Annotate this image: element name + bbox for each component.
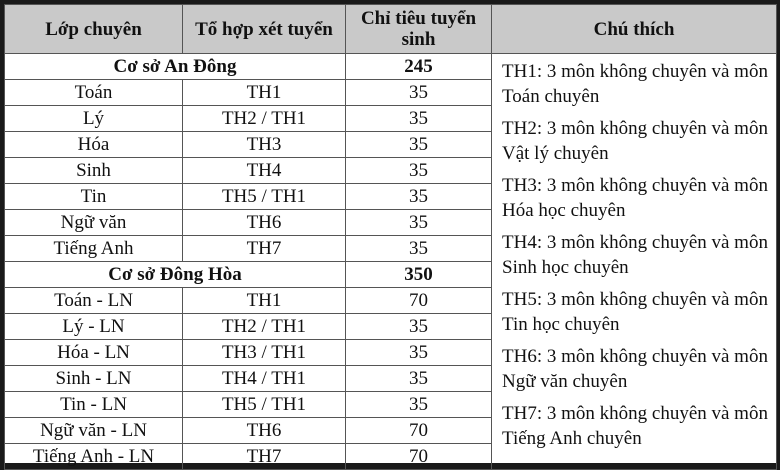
section-name: Cơ sở An Đông xyxy=(5,54,346,80)
class-cell: Lý - LN xyxy=(5,314,183,340)
quota-cell: 70 xyxy=(346,418,492,444)
quota-cell: 35 xyxy=(346,184,492,210)
class-cell: Tin xyxy=(5,184,183,210)
quota-cell: 35 xyxy=(346,210,492,236)
quota-cell: 70 xyxy=(346,444,492,470)
section-total: 350 xyxy=(346,262,492,288)
quota-cell: 35 xyxy=(346,366,492,392)
header-row xyxy=(5,5,777,54)
note-th5: TH5: 3 môn không chuyên và môn Tin học chuyên xyxy=(502,289,768,335)
combo-cell: TH2 / TH1 xyxy=(183,106,346,132)
admission-table-frame xyxy=(4,4,776,467)
header-class: Lớp chuyên xyxy=(5,5,183,54)
combo-cell: TH3 xyxy=(183,132,346,158)
class-cell: Ngữ văn - LN xyxy=(5,418,183,444)
combo-cell: TH6 xyxy=(183,210,346,236)
class-cell: Hóa xyxy=(5,132,183,158)
class-cell: Lý xyxy=(5,106,183,132)
class-cell: Tiếng Anh xyxy=(5,236,183,262)
class-cell: Toán - LN xyxy=(5,288,183,314)
combo-cell: TH1 xyxy=(183,80,346,106)
quota-cell: 35 xyxy=(346,158,492,184)
class-cell: Ngữ văn xyxy=(5,210,183,236)
combo-cell: TH6 xyxy=(183,418,346,444)
class-cell: Sinh xyxy=(5,158,183,184)
quota-cell: 35 xyxy=(346,236,492,262)
class-cell: Hóa - LN xyxy=(5,340,183,366)
note-th3: TH3: 3 môn không chuyên và môn Hóa học chuyên xyxy=(502,175,768,221)
header-combo: Tổ hợp xét tuyển xyxy=(183,5,346,54)
combo-cell: TH4 / TH1 xyxy=(183,366,346,392)
section-total: 245 xyxy=(346,54,492,80)
combo-cell: TH4 xyxy=(183,158,346,184)
combo-cell: TH5 / TH1 xyxy=(183,184,346,210)
header-quota: Chỉ tiêu tuyển sinh xyxy=(346,5,492,54)
quota-cell: 70 xyxy=(346,288,492,314)
class-cell: Tiếng Anh - LN xyxy=(5,444,183,470)
note-th1: TH1: 3 môn không chuyên và môn Toán chuyên xyxy=(502,61,768,107)
quota-cell: 35 xyxy=(346,314,492,340)
note-th7: TH7: 3 môn không chuyên và môn Tiếng Anh chuyên xyxy=(502,403,768,449)
header-notes: Chú thích xyxy=(492,5,777,54)
quota-cell: 35 xyxy=(346,340,492,366)
combo-cell: TH2 / TH1 xyxy=(183,314,346,340)
class-cell: Sinh - LN xyxy=(5,366,183,392)
quota-cell: 35 xyxy=(346,80,492,106)
combo-cell: TH7 xyxy=(183,444,346,470)
note-th4: TH4: 3 môn không chuyên và môn Sinh học chuyên xyxy=(502,232,768,278)
note-th6: TH6: 3 môn không chuyên và môn Ngữ văn chuyên xyxy=(502,346,768,392)
section-row xyxy=(5,54,777,80)
combo-cell: TH3 / TH1 xyxy=(183,340,346,366)
section-name: Cơ sở Đông Hòa xyxy=(5,262,346,288)
combo-cell: TH5 / TH1 xyxy=(183,392,346,418)
quota-cell: 35 xyxy=(346,392,492,418)
notes-cell xyxy=(492,54,777,470)
note-th2: TH2: 3 môn không chuyên và môn Vật lý chuyên xyxy=(502,118,768,164)
class-cell: Tin - LN xyxy=(5,392,183,418)
admission-quota-table xyxy=(4,4,777,470)
combo-cell: TH1 xyxy=(183,288,346,314)
quota-cell: 35 xyxy=(346,132,492,158)
class-cell: Toán xyxy=(5,80,183,106)
quota-cell: 35 xyxy=(346,106,492,132)
combo-cell: TH7 xyxy=(183,236,346,262)
